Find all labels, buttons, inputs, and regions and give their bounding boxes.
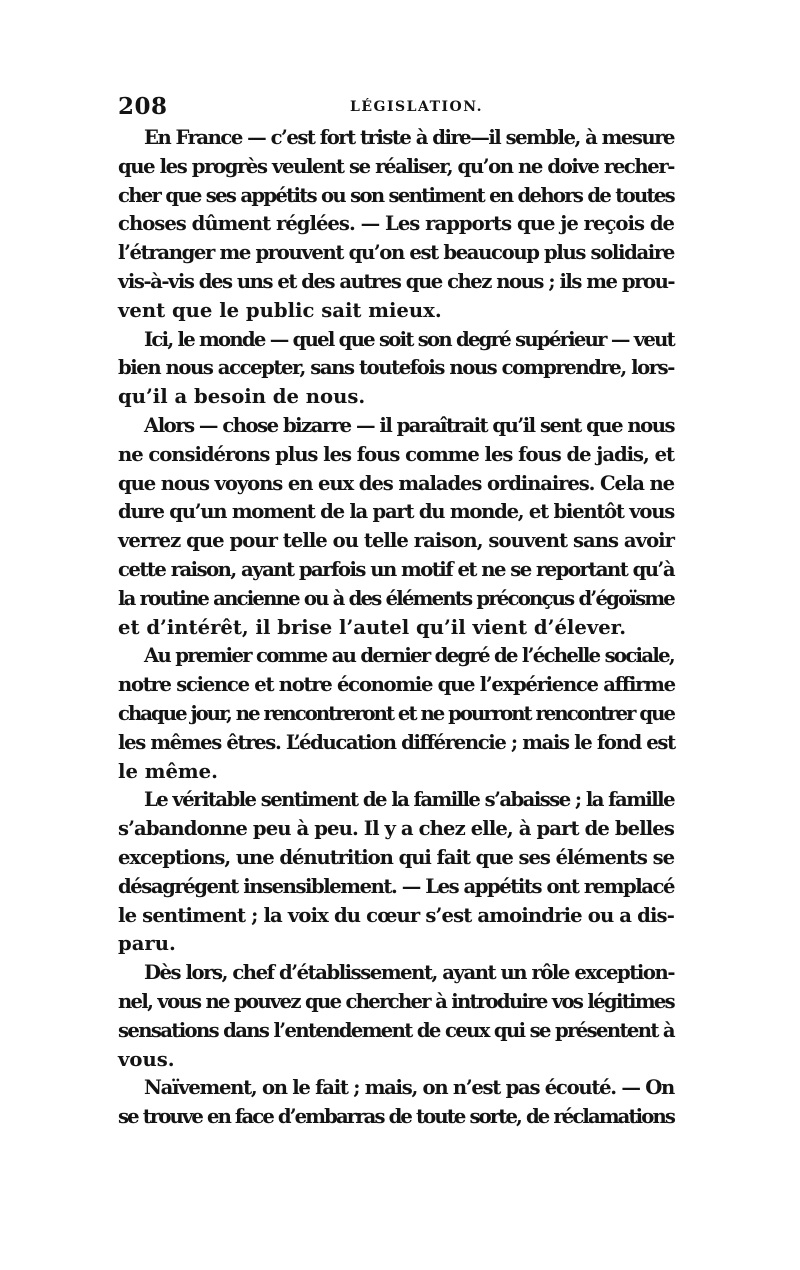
text-line: les mêmes êtres. L’éducation différencie ; mais le fond est (118, 730, 675, 754)
text-line: le sentiment ; la voix du cœur s’est amoindrie ou a dis- (118, 903, 674, 927)
text-line: exceptions, une dénutrition qui fait que ses éléments se (118, 845, 674, 869)
text-line: Dès lors, chef d’établissement, ayant un rôle exception- (144, 961, 674, 985)
text-line: bien nous accepter, sans toutefois nous comprendre, lors- (118, 356, 674, 380)
paragraph (118, 124, 674, 326)
text-line: se trouve en face d’embarras de toute sorte, de réclamations (118, 1105, 674, 1129)
text-line: choses dûment réglées. — Les rapports que je reçois de (118, 212, 674, 236)
text-line: qu’il a besoin de nous. (118, 385, 366, 409)
text-line: vis-à-vis des uns et des autres que chez nous ; ils me prou- (118, 269, 674, 293)
running-head: LÉGISLATION. (350, 99, 484, 115)
text-line: le même. (118, 759, 218, 783)
text-line: Le véritable sentiment de la famille s’abaisse ; la famille (144, 788, 674, 812)
text-line: la routine ancienne ou à des éléments préconçus d’égoïsme (118, 586, 674, 610)
text-line: sensations dans l’entendement de ceux qui se présentent à (118, 1018, 674, 1042)
paragraph (118, 786, 674, 959)
text-line: En France — c’est fort triste à dire—il semble, à mesure (144, 126, 674, 149)
text-line: verrez que pour telle ou telle raison, souvent sans avoir (118, 529, 674, 553)
text-line: chaque jour, ne rencontreront et ne pourront rencontrer que (118, 701, 674, 725)
page-header (118, 93, 678, 123)
text-line: que nous voyons en eux des malades ordinaires. Cela ne (118, 471, 674, 495)
text-line: et d’intérêt, il brise l’autel qu’il vient d’élever. (118, 615, 627, 639)
paragraph (118, 959, 674, 1074)
text-line: paru. (118, 932, 176, 956)
text-line: l’étranger me prouvent qu’on est beaucoup plus solidaire (118, 241, 674, 265)
body-text (118, 124, 674, 1132)
text-line: s’abandonne peu à peu. Il y a chez elle, à part de belles (118, 817, 674, 841)
text-line: Alors — chose bizarre — il paraîtrait qu’il sent que nous (144, 413, 674, 437)
text-line: cette raison, ayant parfois un motif et ne se reportant qu’à (118, 557, 674, 581)
text-line: Au premier comme au dernier degré de l’échelle sociale, (144, 644, 674, 668)
text-line: que les progrès veulent se réaliser, qu’on ne doive recher- (118, 154, 674, 178)
text-line: Naïvement, on le fait ; mais, on n’est pas écouté. — On (144, 1076, 674, 1100)
text-line: vent que le public sait mieux. (118, 298, 442, 322)
text-line: dure qu’un moment de la part du monde, et bientôt vous (118, 500, 674, 524)
text-line: ne considérons plus les fous comme les fous de jadis, et (118, 442, 674, 466)
paragraph (118, 1074, 674, 1132)
paragraph (118, 412, 674, 642)
text-line: nel, vous ne pouvez que chercher à introduire vos légitimes (118, 989, 674, 1013)
text-line: désagrégent insensiblement. — Les appétits ont remplacé (118, 874, 674, 898)
text-line: vous. (118, 1047, 175, 1071)
paragraph (118, 326, 674, 412)
text-line: notre science et notre économie que l’expérience affirme (118, 673, 675, 697)
paragraph (118, 642, 674, 786)
text-line: cher que ses appétits ou son sentiment en dehors de toutes (118, 183, 674, 207)
text-line: Ici, le monde — quel que soit son degré supérieur — veut (144, 327, 674, 351)
page-number: 208 (118, 93, 168, 120)
